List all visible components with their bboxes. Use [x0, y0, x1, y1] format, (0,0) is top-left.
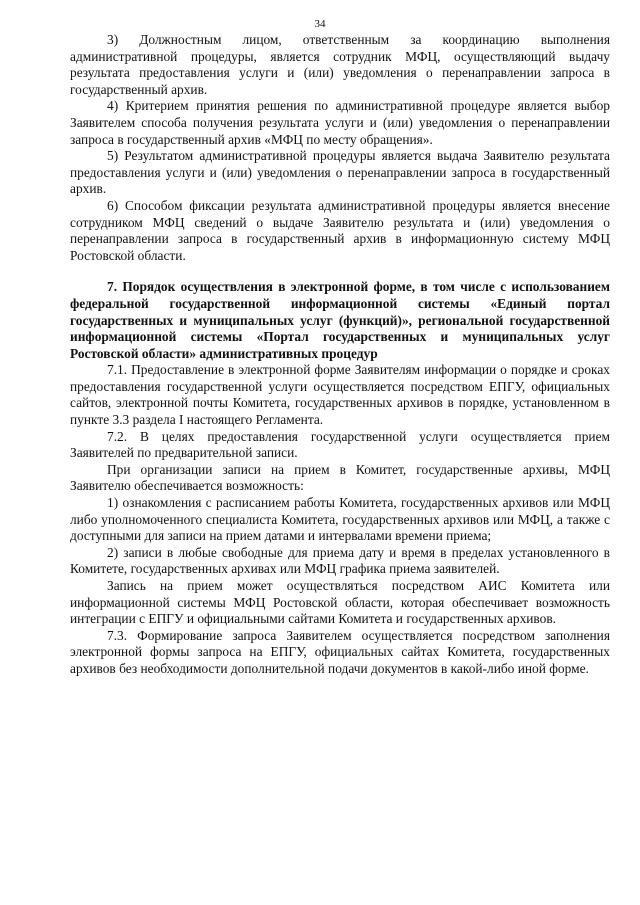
paragraph: 5) Результатом административной процедуры является выдача Заявителю результата предоставления услуги и (или) уведомления о перенаправлении запроса в государственный архив.	[70, 148, 610, 197]
section-spacer	[70, 264, 610, 279]
paragraph: При организации записи на прием в Комитет, государственные архивы, МФЦ Заявителю обеспечивается возможность:	[70, 461, 610, 494]
paragraph: 7.2. В целях предоставления государственной услуги осуществляется прием Заявителей по предварительной записи.	[70, 428, 610, 461]
section-heading: 7. Порядок осуществления в электронной форме, в том числе с использованием федеральной государственной информационной системы «Единый портал государственных и муниципальных услуг (функций)», региональной государственной информационной системы «Портал государственных и муниципальных услуг Ростовской области» административных процедур	[70, 279, 610, 361]
page-number: 34	[314, 18, 326, 30]
paragraph: 7.1. Предоставление в электронной форме Заявителям информации о порядке и сроках предоставления государственной услуги осуществляется посредством ЕПГУ, официальных сайтов, электронной почты Комитета, государственных архивов в порядке, установленном в пункте 3.3 раздела I настоящего Регламента.	[70, 362, 610, 428]
list-item: 2) записи в любые свободные для приема дату и время в пределах установленного в Комитете, государственных архивах или МФЦ графика приема заявителей.	[70, 544, 610, 577]
paragraph: 6) Способом фиксации результата административной процедуры является внесение сотрудником МФЦ сведений о выдаче Заявителю результата и (или) уведомления о перенаправлении запроса в государственный архив в информационную систему МФЦ Ростовской области.	[70, 197, 610, 263]
paragraph: 3) Должностным лицом, ответственным за координацию выполнения административной процедуры, является сотрудник МФЦ, осуществляющий выдачу результата предоставления услуги и (или) уведомления о перенаправлении запроса в государственный архив.	[70, 32, 610, 97]
paragraph: Запись на прием может осуществляться посредством АИС Комитета или информационной системы МФЦ Ростовской области, которая обеспечивает возможность интеграции с ЕПГУ и официальными сайтами Комитета и государственных архивов.	[70, 578, 610, 627]
paragraph: 4) Критерием принятия решения по административной процедуре является выбор Заявителем способа получения результата услуги и (или) уведомления о перенаправлении запроса в государственный архив «МФЦ по месту обращения».	[70, 98, 610, 147]
document-body	[70, 32, 610, 678]
paragraph: 7.3. Формирование запроса Заявителем осуществляется посредством заполнения электронной формы запроса на ЕПГУ, официальных сайтах Комитета, государственных архивов без необходимости дополнительной подачи документов в какой-либо иной форме.	[70, 627, 610, 676]
list-item: 1) ознакомления с расписанием работы Комитета, государственных архивов или МФЦ либо уполномоченного специалиста Комитета, государственных архивов или МФЦ, а также с доступными для записи на прием датами и интервалами времени приема;	[70, 495, 610, 544]
